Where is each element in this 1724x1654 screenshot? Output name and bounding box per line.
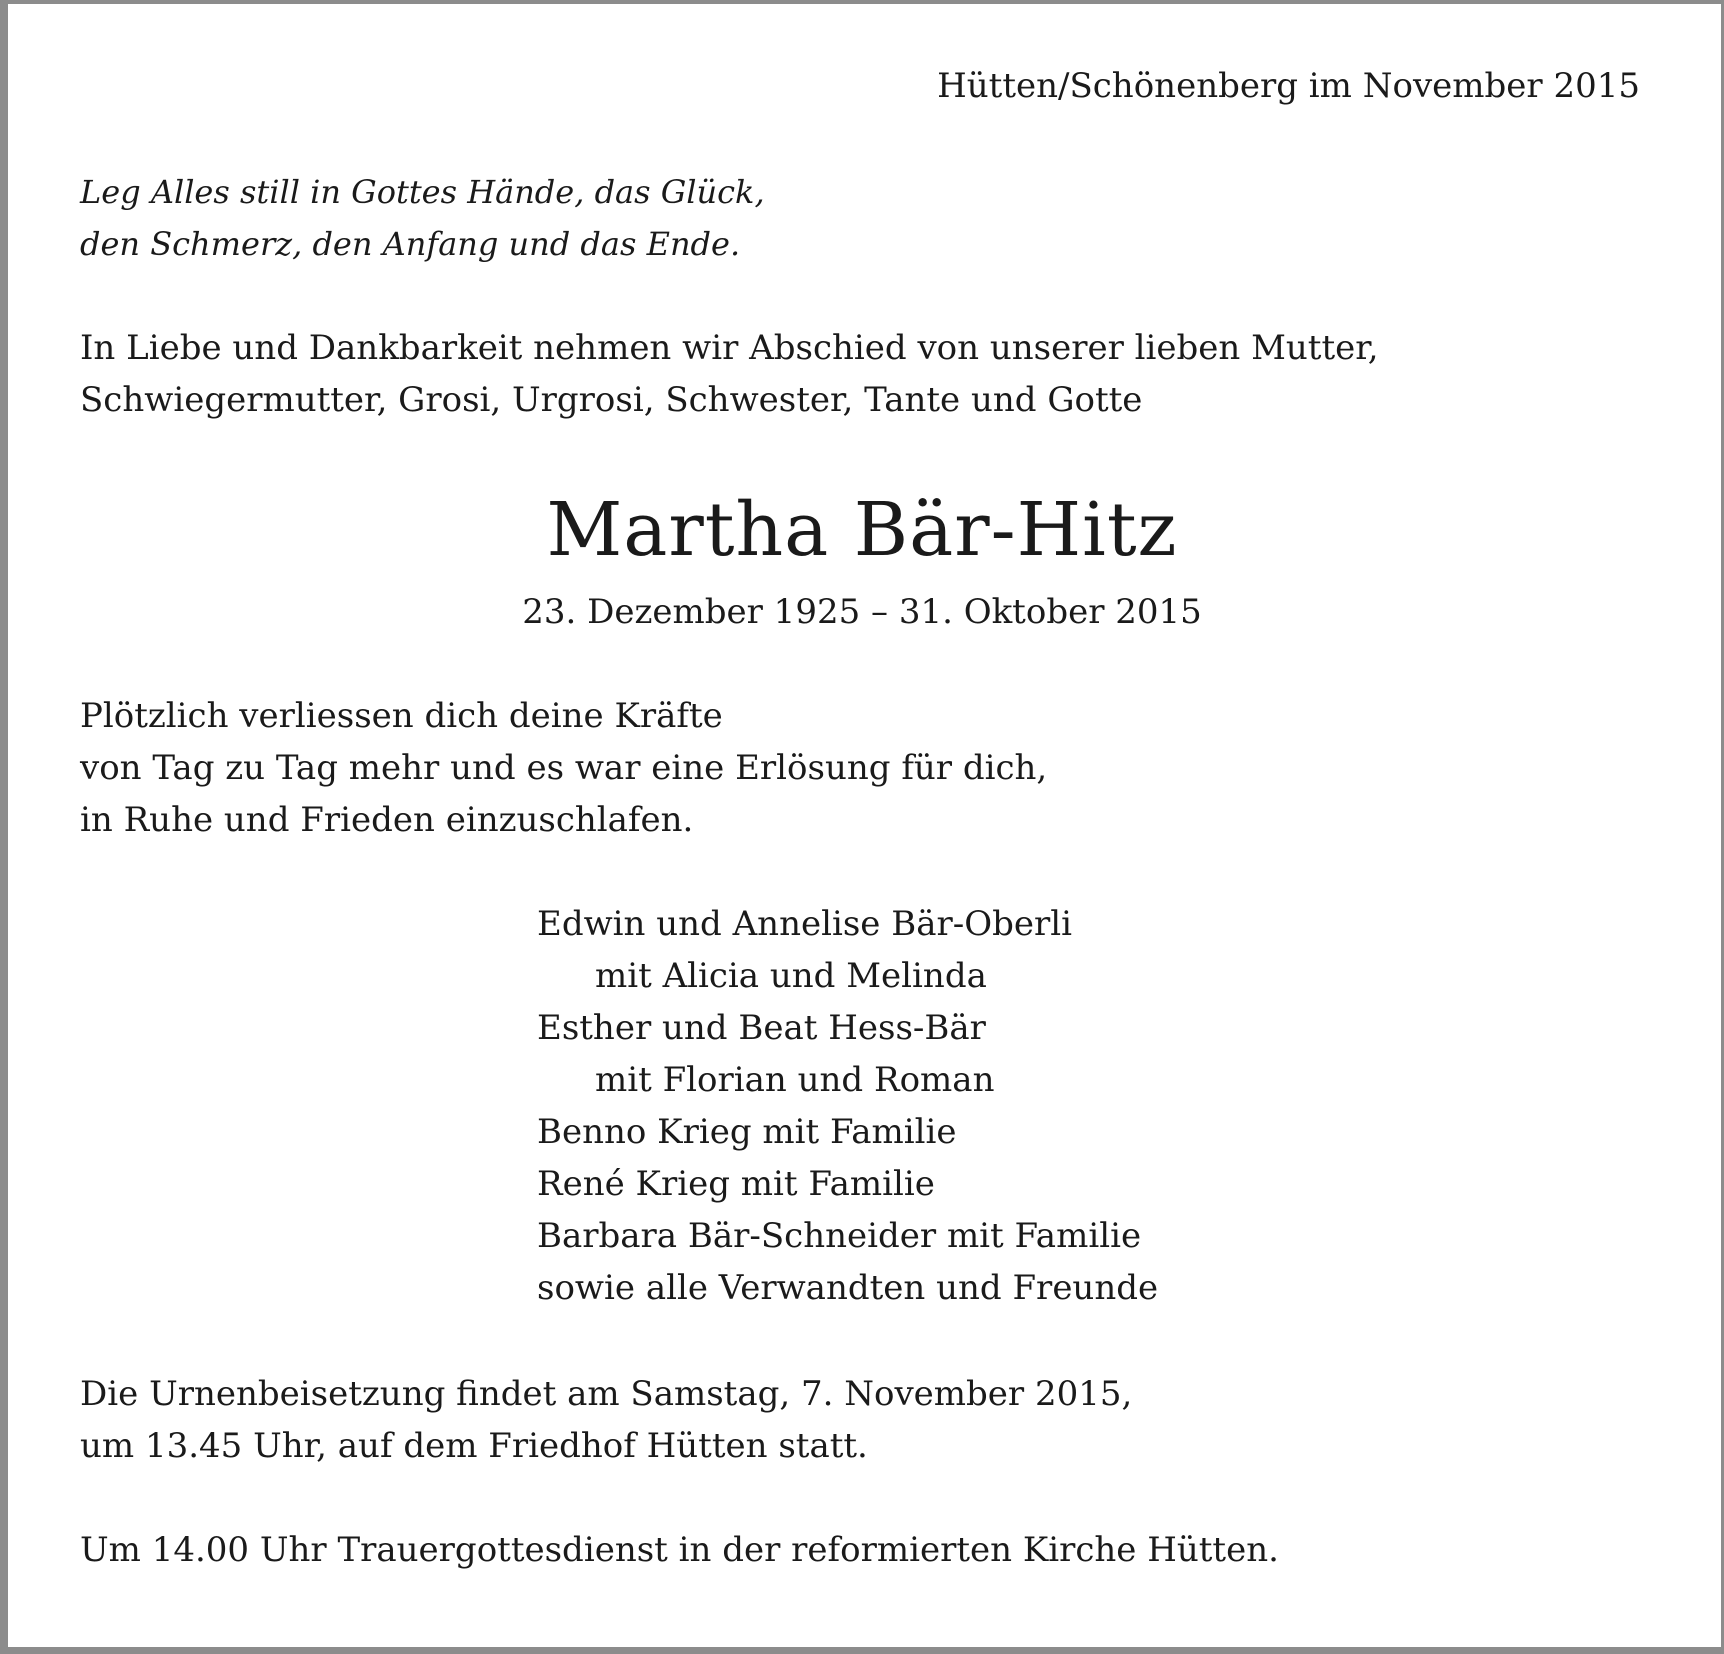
place-date: Hütten/Schönenberg im November 2015 [937,66,1640,106]
poem-line: in Ruhe und Frieden einzuschlafen. [80,800,694,840]
ceremony-info [80,1368,1132,1472]
service-info: Um 14.00 Uhr Trauergottesdienst in der reformierten Kirche Hütten. [80,1530,1279,1570]
mourner-entry: mit Florian und Roman [595,1060,995,1100]
poem-line: Plötzlich verliessen dich deine Kräfte [80,696,723,736]
mourner-entry: mit Alicia und Melinda [595,956,987,996]
motto-verse [80,166,765,270]
life-dates: 23. Dezember 1925 – 31. Oktober 2015 [522,592,1202,632]
ceremony-line: um 13.45 Uhr, auf dem Friedhof Hütten statt. [80,1426,868,1466]
mourner-entry: Esther und Beat Hess-Bär [537,1008,986,1048]
mourner-entry: René Krieg mit Familie [537,1164,935,1204]
mourner-entry: Barbara Bär-Schneider mit Familie [537,1216,1142,1256]
deceased-name: Martha Bär-Hitz [546,487,1178,573]
ceremony-line: Die Urnenbeisetzung findet am Samstag, 7. November 2015, [80,1374,1133,1414]
intro-text [80,322,1379,426]
intro-line: In Liebe und Dankbarkeit nehmen wir Abschied von unserer lieben Mutter, [80,328,1379,368]
motto-line: Leg Alles still in Gottes Hände, das Glück, [80,173,765,211]
intro-line: Schwiegermutter, Grosi, Urgrosi, Schwester, Tante und Gotte [80,380,1143,420]
mourners-list [537,898,1158,1314]
poem-text [80,690,1047,846]
mourner-entry: Edwin und Annelise Bär-Oberli [537,904,1072,944]
mourner-entry: Benno Krieg mit Familie [537,1112,957,1152]
mourner-entry: sowie alle Verwandten und Freunde [537,1268,1159,1308]
motto-line: den Schmerz, den Anfang und das Ende. [80,225,741,263]
poem-line: von Tag zu Tag mehr und es war eine Erlösung für dich, [80,748,1048,788]
